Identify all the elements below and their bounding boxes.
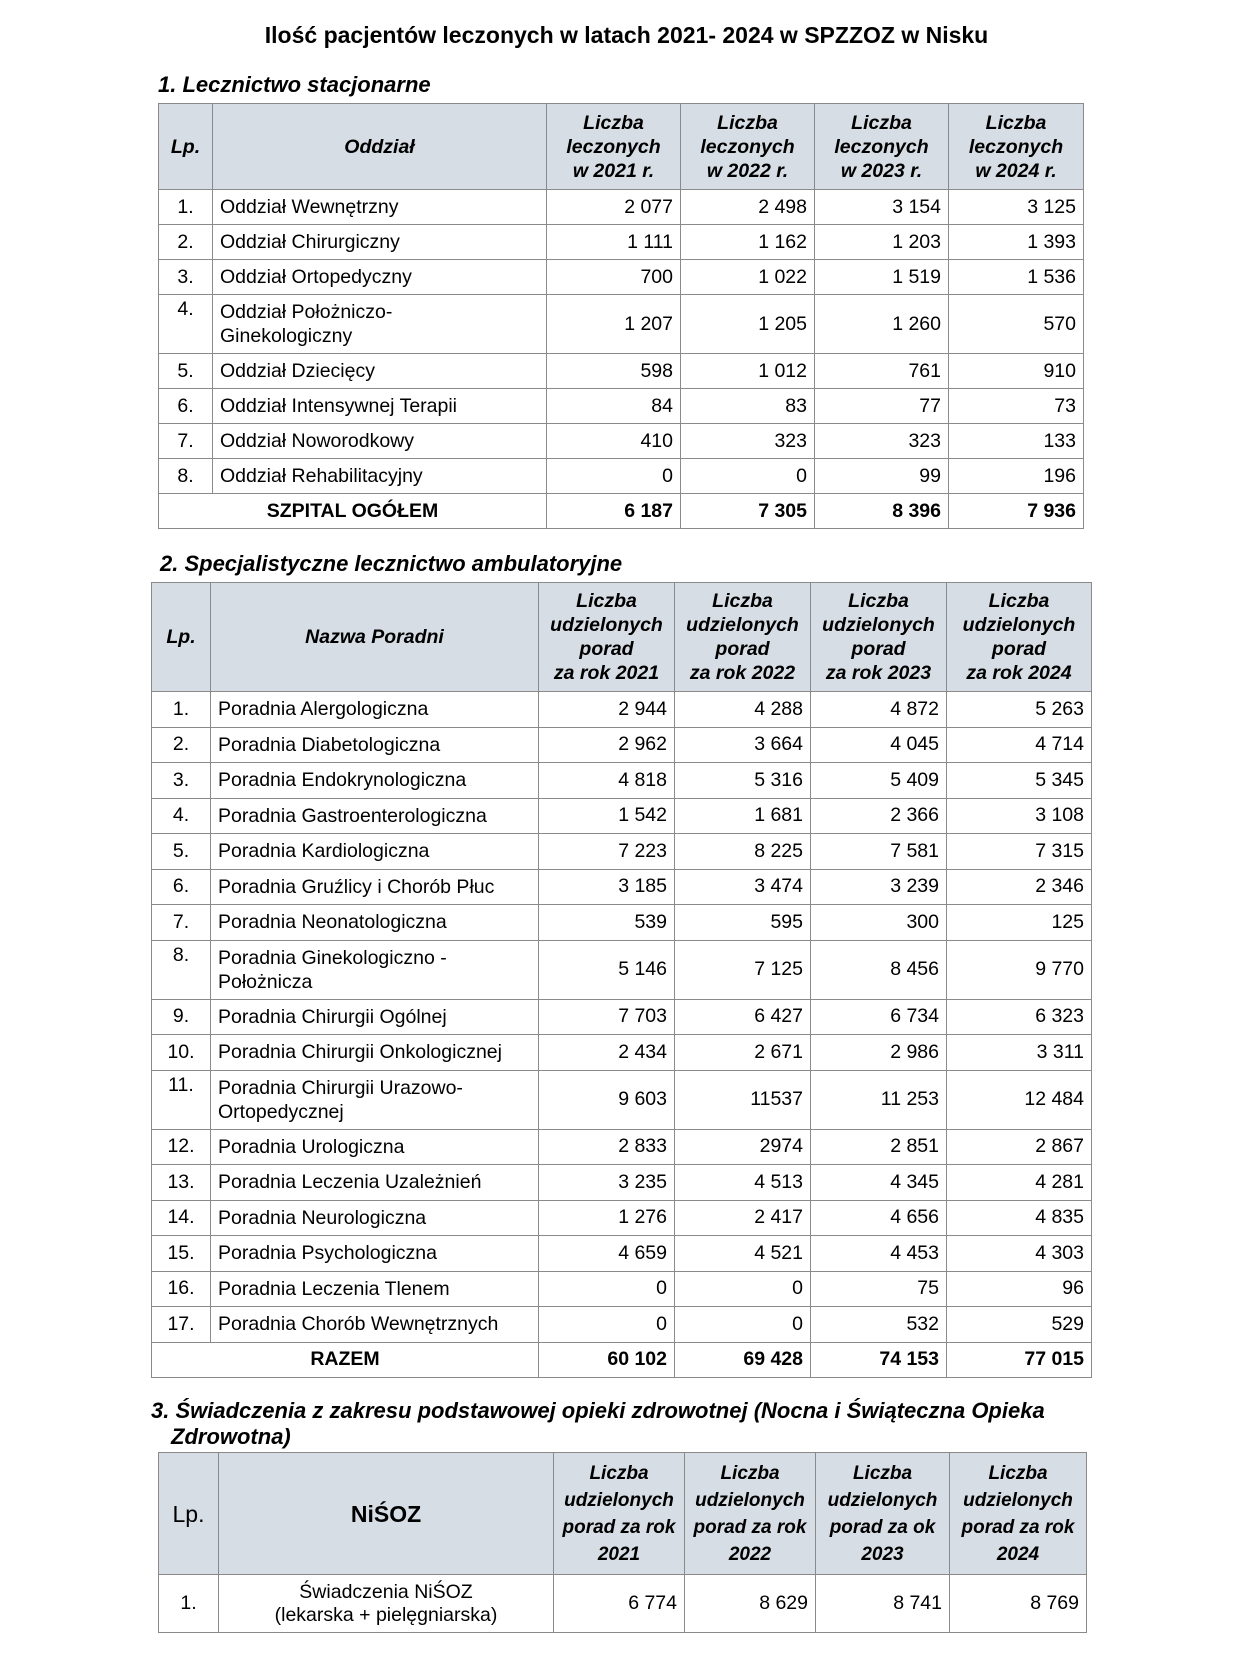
total-label: RAZEM — [152, 1342, 539, 1377]
header-line: Liczba — [720, 1462, 780, 1484]
row-lp: 7. — [152, 905, 211, 941]
ward-name: Oddział Wewnętrzny — [213, 190, 547, 225]
header-line: Liczba — [852, 1462, 913, 1484]
value-2021: 2 944 — [539, 692, 675, 728]
total-row — [159, 494, 1084, 529]
table-row — [159, 260, 1084, 295]
value-2023: 2 851 — [811, 1129, 947, 1165]
value-2024: 1 536 — [949, 260, 1084, 295]
clinic-name: Poradnia Leczenia Uzależnień — [211, 1165, 539, 1201]
table-row — [159, 1575, 1087, 1633]
value-2021: 4 659 — [539, 1236, 675, 1272]
header-line: udzielonych — [550, 614, 663, 636]
header-line: Liczba — [583, 111, 644, 134]
table-row — [152, 940, 1092, 999]
ward-name: Oddział Położniczo-Ginekologiczny — [213, 295, 547, 354]
header-line: za rok 2024 — [966, 662, 1072, 684]
inpatient-header-row — [159, 104, 1084, 190]
total-2023: 8 396 — [815, 494, 949, 529]
value-2023: 11 253 — [811, 1070, 947, 1129]
ward-name: Oddział Noworodkowy — [213, 424, 547, 459]
total-2022: 69 428 — [675, 1342, 811, 1377]
value-2022: 2 417 — [675, 1200, 811, 1236]
ward-name: Oddział Rehabilitacyjny — [213, 459, 547, 494]
clinic-name: Poradnia Diabetologiczna — [211, 727, 539, 763]
value-2024: 5 345 — [947, 763, 1092, 799]
clinic-name: Poradnia Chirurgii Ogólnej — [211, 999, 539, 1035]
value-2021: 1 542 — [539, 798, 675, 834]
row-lp: 4. — [152, 798, 211, 834]
col-2021-header — [554, 1453, 685, 1575]
row-lp: 12. — [152, 1129, 211, 1165]
header-line: Liczba — [717, 111, 778, 134]
total-2024: 7 936 — [949, 494, 1084, 529]
total-2021: 60 102 — [539, 1342, 675, 1377]
row-lp: 6. — [159, 389, 213, 424]
col-2022-header — [681, 104, 815, 190]
header-line: leczonych — [968, 135, 1064, 158]
header-line: udzielonych — [564, 1489, 674, 1511]
row-lp: 7. — [159, 424, 213, 459]
section1-heading: 1. Lecznictwo stacjonarne — [158, 72, 431, 97]
row-lp: 8. — [159, 459, 213, 494]
value-2024: 4 714 — [947, 727, 1092, 763]
header-line: Liczba — [988, 1462, 1048, 1484]
value-2022: 1 205 — [681, 295, 815, 354]
value-2022: 3 474 — [675, 869, 811, 905]
value-2021: 2 962 — [539, 727, 675, 763]
col-ward-header: Oddział — [213, 104, 547, 190]
value-2021: 410 — [547, 424, 681, 459]
value-2024: 5 263 — [947, 692, 1092, 728]
value-2021: 539 — [539, 905, 675, 941]
row-lp: 4. — [159, 295, 213, 354]
table-row — [152, 905, 1092, 941]
ward-name: Oddział Intensywnej Terapii — [213, 389, 547, 424]
ward-name: Oddział Dziecięcy — [213, 354, 547, 389]
header-line: Liczba — [988, 590, 1050, 612]
value-2024: 125 — [947, 905, 1092, 941]
row-lp: 11. — [152, 1070, 211, 1129]
value-2023: 1 519 — [815, 260, 949, 295]
header-line: udzielonych — [695, 1489, 805, 1511]
row-lp: 3. — [159, 260, 213, 295]
value-2023: 3 154 — [815, 190, 949, 225]
clinic-name: Poradnia Chorób Wewnętrznych — [211, 1307, 539, 1343]
clinic-name: Poradnia Psychologiczna — [211, 1236, 539, 1272]
header-line: udzielonych — [822, 614, 935, 636]
document-title: Ilość pacjentów leczonych w latach 2021- 2024 w SPZZOZ w Nisku — [264, 22, 989, 48]
value-2021: 5 146 — [539, 940, 675, 999]
total-2024: 77 015 — [947, 1342, 1092, 1377]
value-2023: 7 581 — [811, 834, 947, 870]
value-2024: 196 — [949, 459, 1084, 494]
row-lp: 6. — [152, 869, 211, 905]
value-2021: 4 818 — [539, 763, 675, 799]
value-2022: 595 — [675, 905, 811, 941]
row-lp: 2. — [152, 727, 211, 763]
col-lp-header: Lp. — [152, 583, 211, 692]
clinic-name: Poradnia Leczenia Tlenem — [211, 1271, 539, 1307]
total-2023: 74 153 — [811, 1342, 947, 1377]
col-2024-header — [950, 1453, 1087, 1575]
header-line: leczonych — [566, 135, 661, 158]
header-line: porad za rok — [961, 1516, 1075, 1538]
value-2024: 133 — [949, 424, 1084, 459]
table-row — [152, 1070, 1092, 1129]
col-2024-header — [947, 583, 1092, 692]
value-2022: 2 671 — [675, 1035, 811, 1071]
value-2024: 1 393 — [949, 225, 1084, 260]
row-lp: 15. — [152, 1236, 211, 1272]
value-2022: 323 — [681, 424, 815, 459]
header-line: porad za ok — [829, 1516, 936, 1538]
outpatient-header-row — [152, 583, 1092, 692]
row-lp: 8. — [152, 940, 211, 999]
header-line: za rok 2022 — [689, 662, 796, 684]
row-lp: 3. — [152, 763, 211, 799]
value-2022: 0 — [675, 1307, 811, 1343]
header-line: Liczba — [985, 111, 1047, 134]
value-2023: 3 239 — [811, 869, 947, 905]
value-2024: 2 867 — [947, 1129, 1092, 1165]
header-line: porad — [715, 638, 770, 660]
row-lp: 17. — [152, 1307, 211, 1343]
table-row — [159, 225, 1084, 260]
outpatient-table — [151, 582, 1092, 1378]
value-2023: 300 — [811, 905, 947, 941]
value-2024: 910 — [949, 354, 1084, 389]
value-2023: 99 — [815, 459, 949, 494]
value-2022: 2 498 — [681, 190, 815, 225]
total-2021: 6 187 — [547, 494, 681, 529]
value-2021: 3 185 — [539, 869, 675, 905]
value-2024: 73 — [949, 389, 1084, 424]
header-line: udzielonych — [962, 614, 1076, 636]
value-2022: 2974 — [675, 1129, 811, 1165]
row-lp: 14. — [152, 1200, 211, 1236]
table-row — [152, 999, 1092, 1035]
value-2023: 8 456 — [811, 940, 947, 999]
value-2022: 3 664 — [675, 727, 811, 763]
value-2023: 4 345 — [811, 1165, 947, 1201]
row-lp: 5. — [152, 834, 211, 870]
value-2022: 5 316 — [675, 763, 811, 799]
value-2023: 2 366 — [811, 798, 947, 834]
col-lp-header: Lp. — [159, 1453, 219, 1575]
table-row — [152, 763, 1092, 799]
value-2021: 1 276 — [539, 1200, 675, 1236]
col-clinic-header: Nazwa Poradni — [211, 583, 539, 692]
clinic-name: Poradnia Neonatologiczna — [211, 905, 539, 941]
value-2021: 1 207 — [547, 295, 681, 354]
value-2024: 2 346 — [947, 869, 1092, 905]
table-row — [152, 692, 1092, 728]
value-2021: 7 703 — [539, 999, 675, 1035]
table-row — [152, 1271, 1092, 1307]
value-2022: 0 — [681, 459, 815, 494]
table-row — [159, 190, 1084, 225]
row-lp: 16. — [152, 1271, 211, 1307]
value-2023: 4 045 — [811, 727, 947, 763]
value-2021: 84 — [547, 389, 681, 424]
header-line: porad za rok — [693, 1516, 807, 1538]
header-line: 2021 — [597, 1543, 641, 1565]
clinic-name: Poradnia Neurologiczna — [211, 1200, 539, 1236]
table-row — [152, 1129, 1092, 1165]
clinic-name: Poradnia Ginekologiczno - Położnicza — [211, 940, 539, 999]
value-2023: 4 453 — [811, 1236, 947, 1272]
row-lp: 1. — [159, 190, 213, 225]
value-2024: 3 108 — [947, 798, 1092, 834]
header-line: Liczba — [848, 590, 909, 612]
value-2021: 598 — [547, 354, 681, 389]
header-line: leczonych — [700, 135, 795, 158]
header-line: w 2021 r. — [572, 159, 655, 182]
table-row — [159, 424, 1084, 459]
value-2022: 7 125 — [675, 940, 811, 999]
ward-name: Oddział Ortopedyczny — [213, 260, 547, 295]
value-2021: 7 223 — [539, 834, 675, 870]
header-line: 2023 — [861, 1543, 904, 1565]
night-care-header-row — [159, 1453, 1087, 1575]
total-label: SZPITAL OGÓŁEM — [159, 494, 547, 529]
row-lp: 10. — [152, 1035, 211, 1071]
value-2021: 0 — [547, 459, 681, 494]
value-2024: 529 — [947, 1307, 1092, 1343]
clinic-name: Poradnia Urologiczna — [211, 1129, 539, 1165]
value-2024: 12 484 — [947, 1070, 1092, 1129]
table-row — [152, 798, 1092, 834]
value-2021: 700 — [547, 260, 681, 295]
value-2023: 323 — [815, 424, 949, 459]
value-2024: 6 323 — [947, 999, 1092, 1035]
value-2024: 7 315 — [947, 834, 1092, 870]
col-2021-header — [547, 104, 681, 190]
row-lp: 2. — [159, 225, 213, 260]
value-2021: 3 235 — [539, 1165, 675, 1201]
value-2024: 4 303 — [947, 1236, 1092, 1272]
section3-heading: 3. Świadczenia z zakresu podstawowej opieki zdrowotnej (Nocna i Świąteczna Opieka Zdrowotna) — [151, 1398, 1045, 1449]
value-2022: 11537 — [675, 1070, 811, 1129]
value-2023: 761 — [815, 354, 949, 389]
header-line: za rok 2021 — [553, 662, 660, 684]
value-2023: 1 203 — [815, 225, 949, 260]
col-2021-header — [539, 583, 675, 692]
value-2024: 4 281 — [947, 1165, 1092, 1201]
header-line: 2024 — [996, 1543, 1040, 1565]
header-line: leczonych — [834, 135, 929, 158]
col-niSOZ-header: NiŚOZ — [219, 1453, 554, 1575]
table-row — [152, 1200, 1092, 1236]
clinic-name: Poradnia Endokrynologiczna — [211, 763, 539, 799]
header-line: Liczba — [712, 590, 773, 612]
header-line: w 2024 r. — [975, 159, 1057, 182]
header-line: porad — [991, 638, 1047, 660]
service-name-line2: (lekarska + pielęgniarska) — [274, 1603, 498, 1626]
value-2021: 2 434 — [539, 1035, 675, 1071]
col-2023-header — [815, 104, 949, 190]
value-2021: 0 — [539, 1271, 675, 1307]
value-2024: 3 125 — [949, 190, 1084, 225]
table-row — [152, 727, 1092, 763]
inpatient-table — [158, 103, 1084, 529]
table-row — [152, 1165, 1092, 1201]
value-2024: 570 — [949, 295, 1084, 354]
value-2022: 1 162 — [681, 225, 815, 260]
value-2024: 9 770 — [947, 940, 1092, 999]
clinic-name: Poradnia Kardiologiczna — [211, 834, 539, 870]
row-lp: 13. — [152, 1165, 211, 1201]
header-line: udzielonych — [827, 1489, 938, 1511]
table-row — [159, 459, 1084, 494]
col-2024-header — [949, 104, 1084, 190]
ward-name: Oddział Chirurgiczny — [213, 225, 547, 260]
total-2022: 7 305 — [681, 494, 815, 529]
row-lp: 1. — [152, 692, 211, 728]
table-row — [152, 1236, 1092, 1272]
value-2023: 2 986 — [811, 1035, 947, 1071]
value-2024: 4 835 — [947, 1200, 1092, 1236]
header-line: Liczba — [589, 1462, 649, 1484]
value-2022: 4 513 — [675, 1165, 811, 1201]
row-lp: 9. — [152, 999, 211, 1035]
value-2022: 6 427 — [675, 999, 811, 1035]
value-2023: 77 — [815, 389, 949, 424]
col-2022-header — [685, 1453, 816, 1575]
value-2021: 0 — [539, 1307, 675, 1343]
value-2023: 4 656 — [811, 1200, 947, 1236]
service-name — [219, 1575, 554, 1633]
header-line: porad — [851, 638, 906, 660]
header-line: porad — [579, 638, 634, 660]
value-2022: 83 — [681, 389, 815, 424]
table-row — [159, 389, 1084, 424]
col-2023-header — [816, 1453, 950, 1575]
clinic-name: Poradnia Gruźlicy i Chorób Płuc — [211, 869, 539, 905]
value-2022: 4 288 — [675, 692, 811, 728]
total-row — [152, 1342, 1092, 1377]
table-row — [159, 354, 1084, 389]
header-line: Liczba — [851, 111, 912, 134]
value-2021: 6 774 — [554, 1575, 685, 1633]
section2-heading: 2. Specjalistyczne lecznictwo ambulatoryjne — [160, 551, 623, 576]
service-name-line1: Świadczenia NiŚOZ — [299, 1580, 473, 1603]
value-2021: 2 833 — [539, 1129, 675, 1165]
header-line: za rok 2023 — [825, 662, 932, 684]
table-row — [152, 1307, 1092, 1343]
value-2022: 4 521 — [675, 1236, 811, 1272]
row-lp: 1. — [159, 1575, 219, 1633]
table-row — [152, 869, 1092, 905]
row-lp: 5. — [159, 354, 213, 389]
value-2022: 8 629 — [685, 1575, 816, 1633]
value-2022: 8 225 — [675, 834, 811, 870]
value-2022: 1 012 — [681, 354, 815, 389]
value-2023: 75 — [811, 1271, 947, 1307]
clinic-name: Poradnia Alergologiczna — [211, 692, 539, 728]
clinic-name: Poradnia Chirurgii Urazowo-Ortopedycznej — [211, 1070, 539, 1129]
col-lp-header: Lp. — [159, 104, 213, 190]
value-2023: 8 741 — [816, 1575, 950, 1633]
value-2022: 1 681 — [675, 798, 811, 834]
value-2021: 9 603 — [539, 1070, 675, 1129]
table-row — [152, 834, 1092, 870]
header-line: w 2023 r. — [840, 159, 923, 182]
header-line: w 2022 r. — [706, 159, 789, 182]
table-row — [152, 1035, 1092, 1071]
header-line: Liczba — [576, 590, 637, 612]
value-2024: 8 769 — [950, 1575, 1087, 1633]
value-2023: 532 — [811, 1307, 947, 1343]
value-2022: 0 — [675, 1271, 811, 1307]
value-2023: 1 260 — [815, 295, 949, 354]
clinic-name: Poradnia Gastroenterologiczna — [211, 798, 539, 834]
header-line: 2022 — [728, 1543, 772, 1565]
value-2023: 6 734 — [811, 999, 947, 1035]
col-2023-header — [811, 583, 947, 692]
value-2023: 4 872 — [811, 692, 947, 728]
header-line: udzielonych — [686, 614, 799, 636]
table-row — [159, 295, 1084, 354]
value-2022: 1 022 — [681, 260, 815, 295]
clinic-name: Poradnia Chirurgii Onkologicznej — [211, 1035, 539, 1071]
col-2022-header — [675, 583, 811, 692]
value-2023: 5 409 — [811, 763, 947, 799]
value-2021: 2 077 — [547, 190, 681, 225]
header-line: udzielonych — [963, 1489, 1073, 1511]
header-line: porad za rok — [562, 1516, 676, 1538]
night-care-table — [158, 1452, 1087, 1633]
value-2024: 3 311 — [947, 1035, 1092, 1071]
value-2021: 1 111 — [547, 225, 681, 260]
value-2024: 96 — [947, 1271, 1092, 1307]
